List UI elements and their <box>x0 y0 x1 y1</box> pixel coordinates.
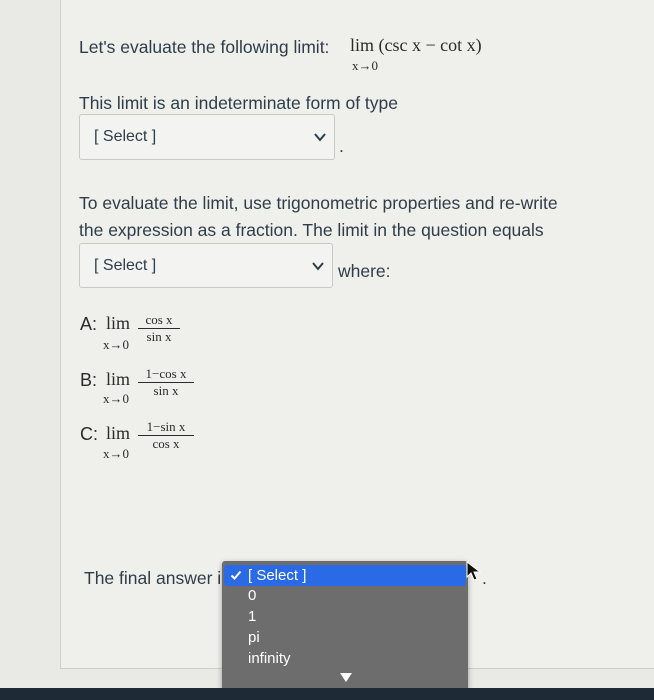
option-letter: B: <box>80 370 98 390</box>
option-lim: lim <box>106 369 131 389</box>
paragraph-line-1: To evaluate the limit, use trigonometric properties and re-write <box>79 193 558 213</box>
limit-subscript: x→0 <box>352 58 378 73</box>
option-subscript: x→0 <box>103 337 129 352</box>
option-subscript: x→0 <box>103 446 129 461</box>
indeterminate-text: This limit is an indeterminate form of type <box>79 93 399 113</box>
triangle-down-icon[interactable] <box>340 673 352 683</box>
select-label: [ Select ] <box>94 128 157 145</box>
dropdown-option[interactable]: infinity <box>248 650 291 667</box>
final-answer-text: The final answer i <box>84 568 222 588</box>
limit-fraction-select[interactable] <box>79 243 333 288</box>
select1-suffix: . <box>339 136 344 156</box>
intro-text: Let's evaluate the following limit: <box>79 37 330 57</box>
option-lim: lim <box>106 313 131 333</box>
option-letter: A: <box>80 314 98 334</box>
option-letter: C: <box>80 424 98 444</box>
numerator: 1−cos x <box>145 366 187 381</box>
select2-suffix: where: <box>338 261 391 281</box>
dropdown-option[interactable]: 1 <box>248 608 257 625</box>
cursor-icon <box>466 561 482 581</box>
final-answer-suffix: . <box>482 568 487 588</box>
bottom-bar <box>0 688 654 700</box>
indeterminate-form-select[interactable] <box>79 114 335 160</box>
numerator: 1−sin x <box>146 419 186 434</box>
denominator: cos x <box>152 436 180 451</box>
checkmark-icon <box>230 569 242 581</box>
chevron-down-icon <box>314 132 326 142</box>
final-answer-dropdown[interactable] <box>222 561 468 691</box>
fraction <box>138 366 194 399</box>
limit-expression: lim (csc x − cot x) <box>350 35 482 55</box>
option-subscript: x→0 <box>103 391 129 406</box>
denominator: sin x <box>153 383 179 398</box>
paragraph-line-2: the expression as a fraction. The limit in the question equals <box>79 220 544 240</box>
dropdown-option[interactable]: pi <box>248 629 260 646</box>
denominator: sin x <box>146 329 172 344</box>
dropdown-option[interactable]: 0 <box>248 587 257 604</box>
fraction <box>138 312 180 345</box>
option-label: [ Select ] <box>248 567 307 584</box>
chevron-down-icon <box>312 261 324 271</box>
select-label: [ Select ] <box>94 256 157 274</box>
numerator: cos x <box>145 312 173 327</box>
dropdown-selected-option[interactable] <box>224 565 466 586</box>
option-lim: lim <box>106 423 131 443</box>
fraction <box>138 419 194 452</box>
